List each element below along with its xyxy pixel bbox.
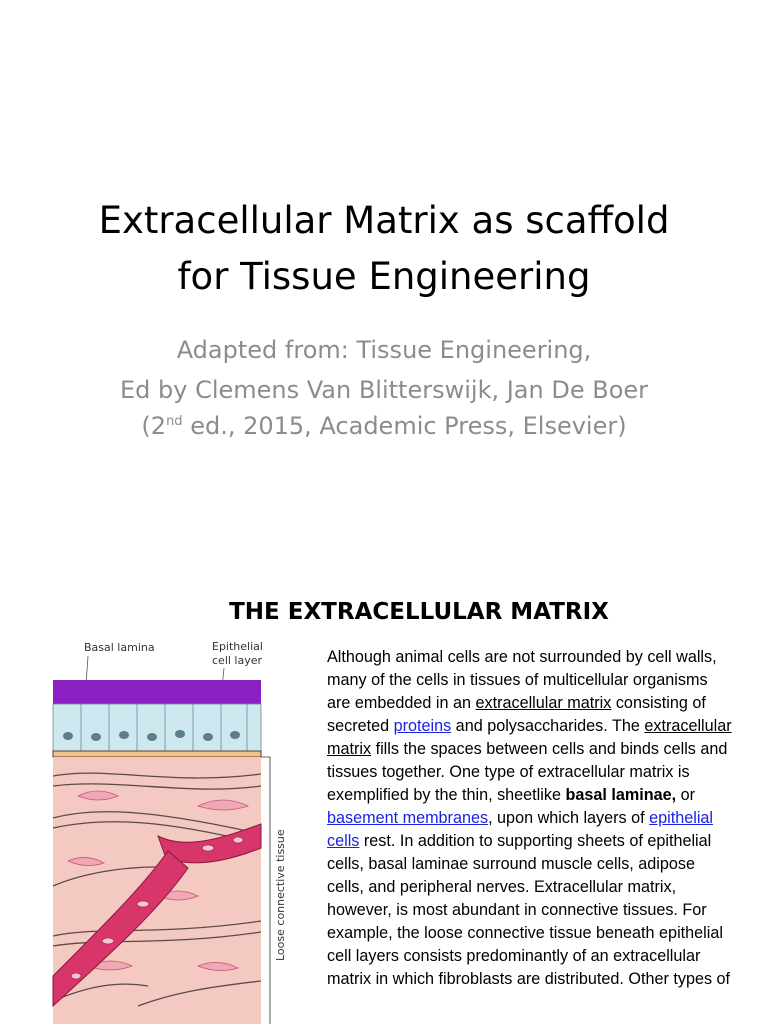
tissue-bracket — [261, 757, 270, 1024]
basal-laminae-term: basal laminae, — [565, 786, 677, 804]
basement-membranes-link[interactable]: basement membranes — [327, 809, 489, 827]
epithelial-label-line-2: cell layer — [212, 654, 263, 667]
title-line-2: for Tissue Engineering — [177, 255, 591, 298]
tissue-illustration — [48, 636, 308, 1024]
extracellular-matrix-term: extracellular matrix — [475, 694, 612, 712]
text-run: fills the spaces between cells and binds cells and tissues together. One type of extracellular matrix is exemplified by the thin, sheetlike — [327, 740, 728, 804]
epithelial-label-line-1: Epithelial — [212, 640, 263, 653]
basal-lamina — [53, 751, 261, 757]
subtitle-line-3 — [0, 409, 768, 443]
paragraph-text — [327, 646, 735, 991]
text-run: consisting of secreted — [327, 694, 706, 735]
loose-connective-label: Loose connective tissue — [274, 829, 287, 961]
text-run: or — [676, 786, 696, 804]
epithelial-layer — [53, 704, 261, 751]
extracellular-matrix-term: extracellular matrix — [327, 717, 732, 758]
title-line-1: Extracellular Matrix as scaffold — [98, 199, 670, 242]
subtitle-line-3-post: ed., 2015, Academic Press, Elsevier) — [182, 412, 627, 440]
apical-surface — [53, 680, 261, 704]
body-paragraph — [327, 646, 735, 991]
tissue-drawing — [48, 636, 308, 1024]
basal-lamina-label: Basal lamina — [84, 641, 155, 654]
page-title — [0, 193, 768, 305]
subtitle-superscript: nd — [166, 414, 183, 429]
subtitle-line-1: Adapted from: Tissue Engineering, — [176, 336, 592, 364]
text-run: and polysaccharides. The — [451, 717, 645, 735]
proteins-link[interactable]: proteins — [393, 717, 452, 735]
subtitle — [0, 333, 768, 443]
content-slide — [0, 560, 768, 1024]
subtitle-line-3-pre: (2 — [141, 412, 167, 440]
section-heading: THE EXTRACELLULAR MATRIX — [229, 599, 609, 625]
text-run: rest. In addition to supporting sheets of epithelial cells, basal laminae surround muscle cells, adipose cells, and peripheral nerves. Extracellular matrix, however, is most abundant in connective tissues. For example, the loose connective tissue beneath epithelial cell layers consists predominantly of an extracellular matrix in which fibroblasts are distributed. Other types of — [327, 832, 731, 988]
epithelial-cells-link[interactable]: epithelial cells — [327, 809, 714, 850]
text-run: Although animal cells are not surrounded by cell walls, many of the cells in tissues of multicellular organisms are embedded in an — [327, 648, 717, 712]
subtitle-line-2: Ed by Clemens Van Blitterswijk, Jan De Boer — [119, 376, 649, 404]
text-run: , upon which layers of — [488, 809, 650, 827]
